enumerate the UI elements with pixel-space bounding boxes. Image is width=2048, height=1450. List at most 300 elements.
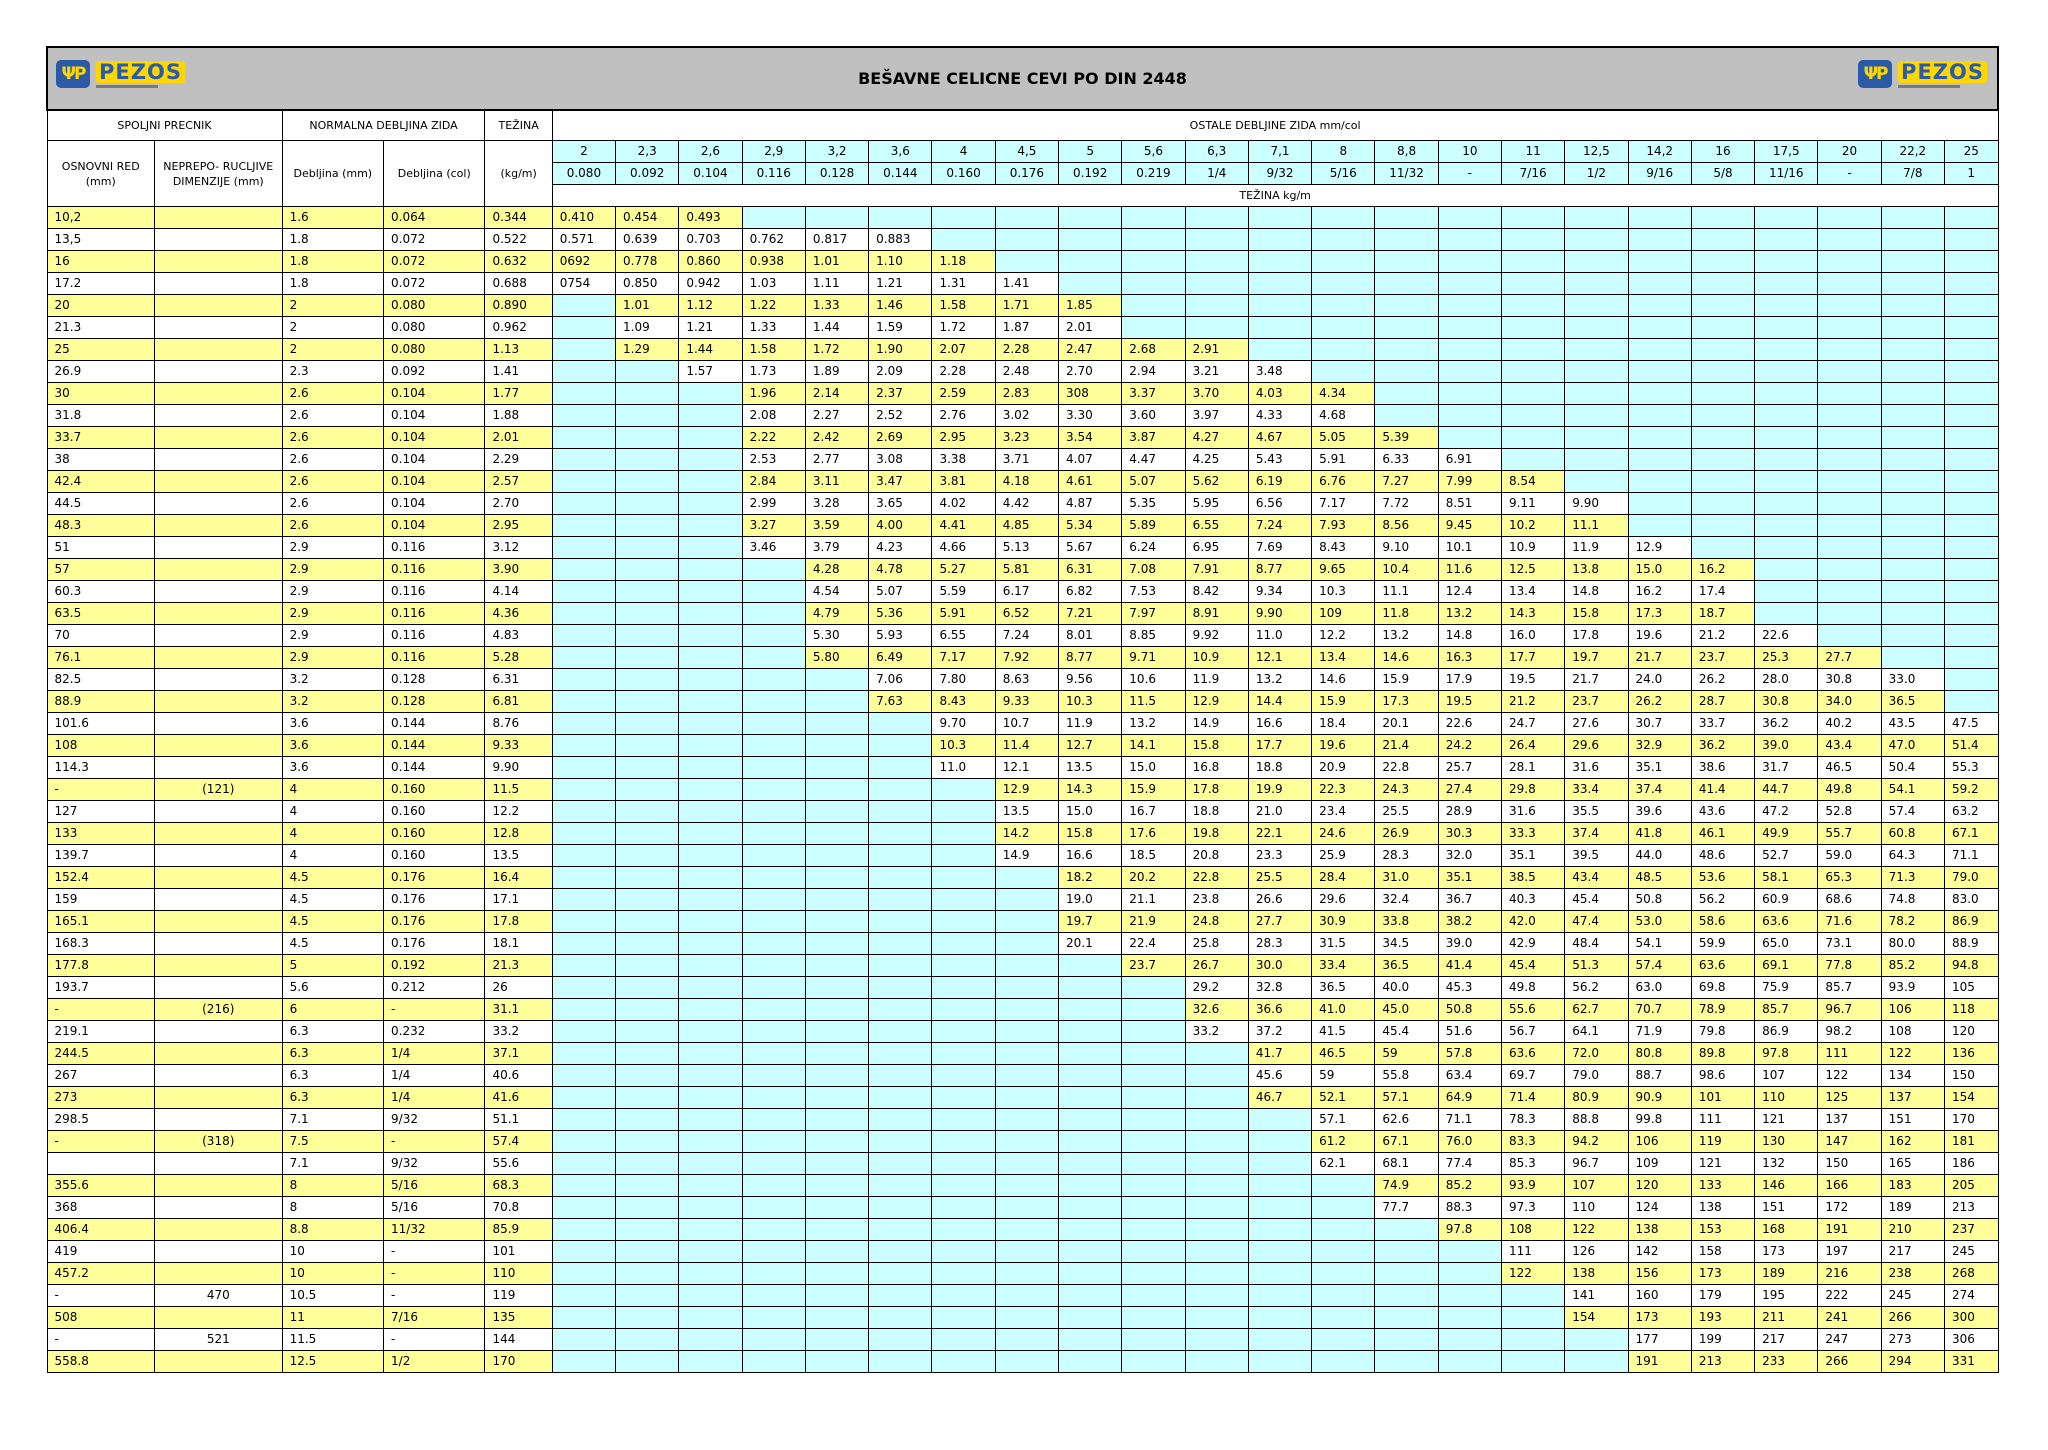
cell-empty: [1755, 581, 1818, 603]
cell-weight-value: 4.47: [1122, 449, 1185, 471]
wall-col-11: 9/32: [1248, 163, 1311, 185]
cell-empty: [616, 603, 679, 625]
table-row: [47, 801, 1998, 823]
cell-empty: [552, 405, 615, 427]
cell-weight: 26: [485, 977, 552, 999]
cell-empty: [552, 449, 615, 471]
cell-weight-value: 151: [1755, 1197, 1818, 1219]
cell-empty: [552, 493, 615, 515]
cell-empty: [1944, 207, 1998, 229]
cell-empty: [995, 1263, 1058, 1285]
cell-weight-value: 46.1: [1691, 823, 1754, 845]
cell-empty: [1185, 1175, 1248, 1197]
pezos-logo-icon-right: ΨP: [1858, 60, 1892, 88]
cell-weight: 0.962: [485, 317, 552, 339]
cell-weight: 101: [485, 1241, 552, 1263]
cell-empty: [932, 1329, 995, 1351]
cell-empty: [995, 889, 1058, 911]
cell-weight-value: 110: [1755, 1087, 1818, 1109]
cell-weight-value: 15.0: [1628, 559, 1691, 581]
cell-empty: [1059, 1241, 1122, 1263]
cell-weight-value: 5.91: [1312, 449, 1375, 471]
cell-weight-value: 273: [1881, 1329, 1944, 1351]
cell-weight-value: 6.19: [1248, 471, 1311, 493]
cell-weight-value: 19.0: [1059, 889, 1122, 911]
cell-empty: [805, 1329, 868, 1351]
cell-empty: [932, 1285, 995, 1307]
cell-weight-value: 14.9: [995, 845, 1058, 867]
cell-empty: [932, 801, 995, 823]
cell-weight-value: 73.1: [1818, 933, 1881, 955]
cell-empty: [1691, 493, 1754, 515]
header-weight: TEŽINA: [485, 110, 552, 141]
cell-empty: [1438, 361, 1501, 383]
cell-empty: [932, 977, 995, 999]
cell-weight-value: 2.83: [995, 383, 1058, 405]
cell-empty: [995, 911, 1058, 933]
cell-weight: 12.8: [485, 823, 552, 845]
cell-weight-value: 199: [1691, 1329, 1754, 1351]
cell-thickness-mm: 2.9: [282, 647, 383, 669]
cell-weight-value: 0.938: [742, 251, 805, 273]
cell-empty: [742, 669, 805, 691]
wall-col-2: 0.104: [679, 163, 742, 185]
cell-weight-value: 4.54: [805, 581, 868, 603]
cell-weight-value: 1.11: [805, 273, 868, 295]
wall-col-6: 0.160: [932, 163, 995, 185]
cell-outer-diameter: 267: [47, 1065, 154, 1087]
cell-weight-value: 56.2: [1691, 889, 1754, 911]
cell-empty: [616, 801, 679, 823]
cell-empty: [932, 1241, 995, 1263]
cell-thickness-col: 0.116: [384, 625, 485, 647]
cell-weight-value: 57.1: [1312, 1109, 1375, 1131]
cell-empty: [932, 229, 995, 251]
cell-empty: [1818, 493, 1881, 515]
cell-weight-value: 71.9: [1628, 1021, 1691, 1043]
cell-weight-value: 1.10: [869, 251, 932, 273]
cell-weight-value: 14.3: [1059, 779, 1122, 801]
logo-left: [56, 60, 185, 88]
cell-weight-value: 36.7: [1438, 889, 1501, 911]
cell-weight: 0.632: [485, 251, 552, 273]
cell-weight-value: 26.2: [1691, 669, 1754, 691]
cell-empty: [552, 339, 615, 361]
cell-empty: [552, 1219, 615, 1241]
cell-weight-value: 9.33: [995, 691, 1058, 713]
cell-weight-value: 57.4: [1881, 801, 1944, 823]
cell-empty: [1122, 977, 1185, 999]
cell-outer-diameter: 168.3: [47, 933, 154, 955]
cell-weight-value: 85.7: [1818, 977, 1881, 999]
wall-col-19: 11/16: [1755, 163, 1818, 185]
cell-empty: [995, 867, 1058, 889]
cell-weight-value: 4.67: [1248, 427, 1311, 449]
cell-thickness-col: 1/2: [384, 1351, 485, 1373]
table-row: [47, 933, 1998, 955]
cell-thickness-mm: 2: [282, 339, 383, 361]
cell-empty: [742, 1219, 805, 1241]
cell-weight-value: 4.78: [869, 559, 932, 581]
cell-non-recommended: [154, 735, 282, 757]
cell-weight-value: 0.942: [679, 273, 742, 295]
cell-outer-diameter: 42.4: [47, 471, 154, 493]
cell-weight-value: 38.6: [1691, 757, 1754, 779]
table-row: [47, 1021, 1998, 1043]
cell-empty: [1755, 295, 1818, 317]
cell-empty: [1248, 1329, 1311, 1351]
cell-outer-diameter: 368: [47, 1197, 154, 1219]
cell-weight-value: 3.54: [1059, 427, 1122, 449]
cell-weight-value: 60.9: [1755, 889, 1818, 911]
wall-mm-13: 8,8: [1375, 141, 1438, 163]
cell-empty: [1059, 1087, 1122, 1109]
cell-weight-value: 37.4: [1565, 823, 1628, 845]
cell-weight-value: 46.7: [1248, 1087, 1311, 1109]
cell-empty: [1881, 625, 1944, 647]
cell-weight-value: 5.89: [1122, 515, 1185, 537]
cell-weight-value: 3.48: [1248, 361, 1311, 383]
cell-empty: [552, 317, 615, 339]
cell-empty: [1438, 317, 1501, 339]
cell-weight-value: 0.454: [616, 207, 679, 229]
wall-mm-3: 2,9: [742, 141, 805, 163]
cell-empty: [869, 1109, 932, 1131]
cell-weight-value: 16.2: [1691, 559, 1754, 581]
cell-empty: [1944, 537, 1998, 559]
cell-weight-value: 59.2: [1944, 779, 1998, 801]
cell-empty: [1818, 273, 1881, 295]
cell-empty: [742, 625, 805, 647]
cell-weight-value: 126: [1565, 1241, 1628, 1263]
cell-thickness-col: 5/16: [384, 1175, 485, 1197]
cell-weight-value: 154: [1944, 1087, 1998, 1109]
cell-weight-value: 4.18: [995, 471, 1058, 493]
cell-empty: [1312, 317, 1375, 339]
cell-weight-value: 111: [1818, 1043, 1881, 1065]
cell-weight-value: 38.5: [1501, 867, 1564, 889]
cell-weight-value: 96.7: [1818, 999, 1881, 1021]
wall-col-22: 1: [1944, 163, 1998, 185]
cell-weight-value: 14.1: [1122, 735, 1185, 757]
cell-weight-value: 41.4: [1438, 955, 1501, 977]
cell-weight-value: 191: [1628, 1351, 1691, 1373]
cell-weight-value: 63.6: [1691, 955, 1754, 977]
cell-weight-value: 6.49: [869, 647, 932, 669]
wall-mm-10: 6,3: [1185, 141, 1248, 163]
cell-empty: [616, 735, 679, 757]
cell-weight-value: 8.56: [1375, 515, 1438, 537]
cell-weight-value: 7.63: [869, 691, 932, 713]
cell-weight-value: 19.7: [1059, 911, 1122, 933]
cell-empty: [616, 1153, 679, 1175]
table-row: [47, 603, 1998, 625]
cell-weight-value: 63.4: [1438, 1065, 1501, 1087]
cell-empty: [1375, 207, 1438, 229]
cell-weight-value: 138: [1628, 1219, 1691, 1241]
cell-empty: [869, 1087, 932, 1109]
cell-weight-value: 3.08: [869, 449, 932, 471]
wall-col-5: 0.144: [869, 163, 932, 185]
cell-weight: 6.31: [485, 669, 552, 691]
cell-empty: [1248, 1197, 1311, 1219]
cell-empty: [869, 207, 932, 229]
wall-mm-4: 3,2: [805, 141, 868, 163]
cell-thickness-mm: 2.6: [282, 493, 383, 515]
cell-empty: [679, 1131, 742, 1153]
cell-weight-value: 1.33: [805, 295, 868, 317]
cell-weight: 11.5: [485, 779, 552, 801]
cell-empty: [552, 1307, 615, 1329]
cell-outer-diameter: 419: [47, 1241, 154, 1263]
cell-thickness-mm: 10: [282, 1241, 383, 1263]
cell-weight: 135: [485, 1307, 552, 1329]
cell-outer-diameter: 165.1: [47, 911, 154, 933]
cell-weight-value: 67.1: [1944, 823, 1998, 845]
cell-empty: [1185, 1307, 1248, 1329]
cell-weight-value: 64.9: [1438, 1087, 1501, 1109]
cell-empty: [1628, 273, 1691, 295]
cell-empty: [679, 405, 742, 427]
cell-weight-value: 35.1: [1501, 845, 1564, 867]
cell-empty: [805, 1219, 868, 1241]
cell-weight-value: 10.3: [1312, 581, 1375, 603]
cell-empty: [869, 1131, 932, 1153]
cell-empty: [1059, 273, 1122, 295]
cell-weight-value: 31.7: [1755, 757, 1818, 779]
cell-empty: [552, 471, 615, 493]
cell-weight: 1.77: [485, 383, 552, 405]
cell-weight-value: 30.9: [1312, 911, 1375, 933]
cell-weight-value: 56.2: [1565, 977, 1628, 999]
cell-weight-value: 25.3: [1755, 647, 1818, 669]
cell-weight-value: 69.7: [1501, 1065, 1564, 1087]
cell-outer-diameter: 26.9: [47, 361, 154, 383]
cell-empty: [932, 1351, 995, 1373]
cell-empty: [679, 537, 742, 559]
cell-empty: [1565, 229, 1628, 251]
cell-thickness-mm: 6: [282, 999, 383, 1021]
cell-thickness-col: 0.160: [384, 801, 485, 823]
wall-col-12: 5/16: [1312, 163, 1375, 185]
table-row: [47, 1285, 1998, 1307]
cell-thickness-mm: 2.9: [282, 559, 383, 581]
cell-empty: [742, 845, 805, 867]
cell-outer-diameter: 48.3: [47, 515, 154, 537]
cell-weight-value: 0.778: [616, 251, 679, 273]
cell-weight-value: 101: [1691, 1087, 1754, 1109]
cell-empty: [1185, 1043, 1248, 1065]
cell-weight-value: 22.6: [1438, 713, 1501, 735]
cell-weight-value: 49.9: [1755, 823, 1818, 845]
cell-empty: [1375, 251, 1438, 273]
cell-weight-value: 300: [1944, 1307, 1998, 1329]
wall-col-1: 0.092: [616, 163, 679, 185]
cell-empty: [995, 955, 1058, 977]
cell-weight-value: 9.10: [1375, 537, 1438, 559]
cell-weight-value: 71.1: [1944, 845, 1998, 867]
table-row: [47, 911, 1998, 933]
cell-empty: [742, 911, 805, 933]
cell-weight-value: 21.1: [1122, 889, 1185, 911]
cell-weight-value: 1.72: [932, 317, 995, 339]
cell-weight-value: 3.87: [1122, 427, 1185, 449]
cell-empty: [1628, 515, 1691, 537]
cell-weight-value: 28.3: [1375, 845, 1438, 867]
cell-empty: [742, 1351, 805, 1373]
table-row: [47, 1153, 1998, 1175]
cell-empty: [1312, 1329, 1375, 1351]
cell-weight-value: 60.8: [1881, 823, 1944, 845]
cell-weight-value: 51.6: [1438, 1021, 1501, 1043]
wall-mm-7: 4,5: [995, 141, 1058, 163]
cell-weight-value: 28.0: [1755, 669, 1818, 691]
cell-weight-value: 1.12: [679, 295, 742, 317]
cell-weight-value: 1.22: [742, 295, 805, 317]
cell-weight-value: 216: [1818, 1263, 1881, 1285]
cell-weight-value: 4.02: [932, 493, 995, 515]
cell-weight-value: 147: [1818, 1131, 1881, 1153]
cell-weight-value: 105: [1944, 977, 1998, 999]
cell-weight-value: 2.28: [995, 339, 1058, 361]
cell-non-recommended: [154, 1021, 282, 1043]
cell-empty: [679, 933, 742, 955]
cell-weight-value: 189: [1881, 1197, 1944, 1219]
cell-weight-value: 2.14: [805, 383, 868, 405]
cell-outer-diameter: 558.8: [47, 1351, 154, 1373]
cell-weight-value: 30.7: [1628, 713, 1691, 735]
cell-empty: [1881, 581, 1944, 603]
cell-empty: [869, 1351, 932, 1373]
cell-empty: [1944, 647, 1998, 669]
cell-empty: [679, 779, 742, 801]
pezos-logo-icon: ΨP: [56, 60, 90, 88]
cell-weight-value: 67.1: [1375, 1131, 1438, 1153]
table-row: [47, 625, 1998, 647]
cell-weight-value: 79.8: [1691, 1021, 1754, 1043]
cell-empty: [679, 1043, 742, 1065]
cell-empty: [1691, 449, 1754, 471]
cell-empty: [1818, 339, 1881, 361]
cell-empty: [679, 823, 742, 845]
cell-empty: [552, 1285, 615, 1307]
cell-weight-value: 17.4: [1691, 581, 1754, 603]
cell-weight: 119: [485, 1285, 552, 1307]
cell-weight: 0.890: [485, 295, 552, 317]
cell-weight-value: 2.08: [742, 405, 805, 427]
cell-empty: [1881, 427, 1944, 449]
cell-empty: [1312, 1351, 1375, 1373]
cell-empty: [1122, 1131, 1185, 1153]
cell-thickness-mm: 6.3: [282, 1087, 383, 1109]
cell-non-recommended: [154, 449, 282, 471]
cell-empty: [1501, 405, 1564, 427]
cell-empty: [869, 713, 932, 735]
cell-empty: [1818, 515, 1881, 537]
cell-weight-value: 0.883: [869, 229, 932, 251]
cell-empty: [869, 1065, 932, 1087]
cell-empty: [932, 1109, 995, 1131]
cell-weight-value: 24.2: [1438, 735, 1501, 757]
cell-weight-value: 6.31: [1059, 559, 1122, 581]
cell-thickness-col: -: [384, 1329, 485, 1351]
cell-empty: [995, 1351, 1058, 1373]
cell-weight-value: 31.5: [1312, 933, 1375, 955]
cell-empty: [1248, 1175, 1311, 1197]
cell-weight-value: 5.34: [1059, 515, 1122, 537]
cell-weight-value: 7.08: [1122, 559, 1185, 581]
cell-empty: [1565, 361, 1628, 383]
cell-empty: [616, 449, 679, 471]
cell-weight-value: 16.2: [1628, 581, 1691, 603]
cell-empty: [552, 845, 615, 867]
cell-weight-value: 26.6: [1248, 889, 1311, 911]
cell-empty: [616, 1263, 679, 1285]
cell-empty: [932, 867, 995, 889]
cell-empty: [869, 801, 932, 823]
cell-empty: [1565, 471, 1628, 493]
cell-outer-diameter: 30: [47, 383, 154, 405]
cell-weight-value: 13.4: [1312, 647, 1375, 669]
wall-col-7: 0.176: [995, 163, 1058, 185]
cell-weight-value: 13.5: [995, 801, 1058, 823]
cell-empty: [1755, 449, 1818, 471]
cell-non-recommended: [154, 1219, 282, 1241]
table-row: [47, 1219, 1998, 1241]
cell-weight-value: 22.1: [1248, 823, 1311, 845]
table-row: [47, 1197, 1998, 1219]
cell-weight-value: 4.85: [995, 515, 1058, 537]
cell-weight-value: 26.9: [1375, 823, 1438, 845]
cell-empty: [742, 1307, 805, 1329]
cell-empty: [552, 779, 615, 801]
table-row: [47, 823, 1998, 845]
cell-empty: [679, 1065, 742, 1087]
cell-thickness-mm: 3.2: [282, 669, 383, 691]
cell-weight-value: 18.8: [1185, 801, 1248, 823]
cell-weight-value: 15.9: [1312, 691, 1375, 713]
cell-non-recommended: [154, 713, 282, 735]
cell-empty: [1818, 603, 1881, 625]
cell-weight-value: 2.68: [1122, 339, 1185, 361]
table-row: [47, 757, 1998, 779]
cell-empty: [616, 691, 679, 713]
cell-weight-value: 23.3: [1248, 845, 1311, 867]
cell-weight-value: 136: [1944, 1043, 1998, 1065]
cell-weight-value: 15.9: [1375, 669, 1438, 691]
cell-empty: [1755, 361, 1818, 383]
cell-empty: [1818, 559, 1881, 581]
cell-weight-value: 23.7: [1565, 691, 1628, 713]
cell-weight-value: 1.31: [932, 273, 995, 295]
cell-empty: [869, 867, 932, 889]
cell-weight-value: 99.8: [1628, 1109, 1691, 1131]
cell-weight-value: 80.0: [1881, 933, 1944, 955]
cell-weight-value: 90.9: [1628, 1087, 1691, 1109]
cell-weight-value: 3.97: [1185, 405, 1248, 427]
table-row: [47, 1351, 1998, 1373]
cell-weight-value: 2.07: [932, 339, 995, 361]
cell-empty: [679, 603, 742, 625]
cell-empty: [995, 1307, 1058, 1329]
cell-weight-value: 98.6: [1691, 1065, 1754, 1087]
cell-weight-value: 70.7: [1628, 999, 1691, 1021]
cell-weight-value: 4.23: [869, 537, 932, 559]
cell-weight-value: 9.11: [1501, 493, 1564, 515]
cell-empty: [1565, 1329, 1628, 1351]
cell-outer-diameter: 51: [47, 537, 154, 559]
cell-empty: [742, 757, 805, 779]
